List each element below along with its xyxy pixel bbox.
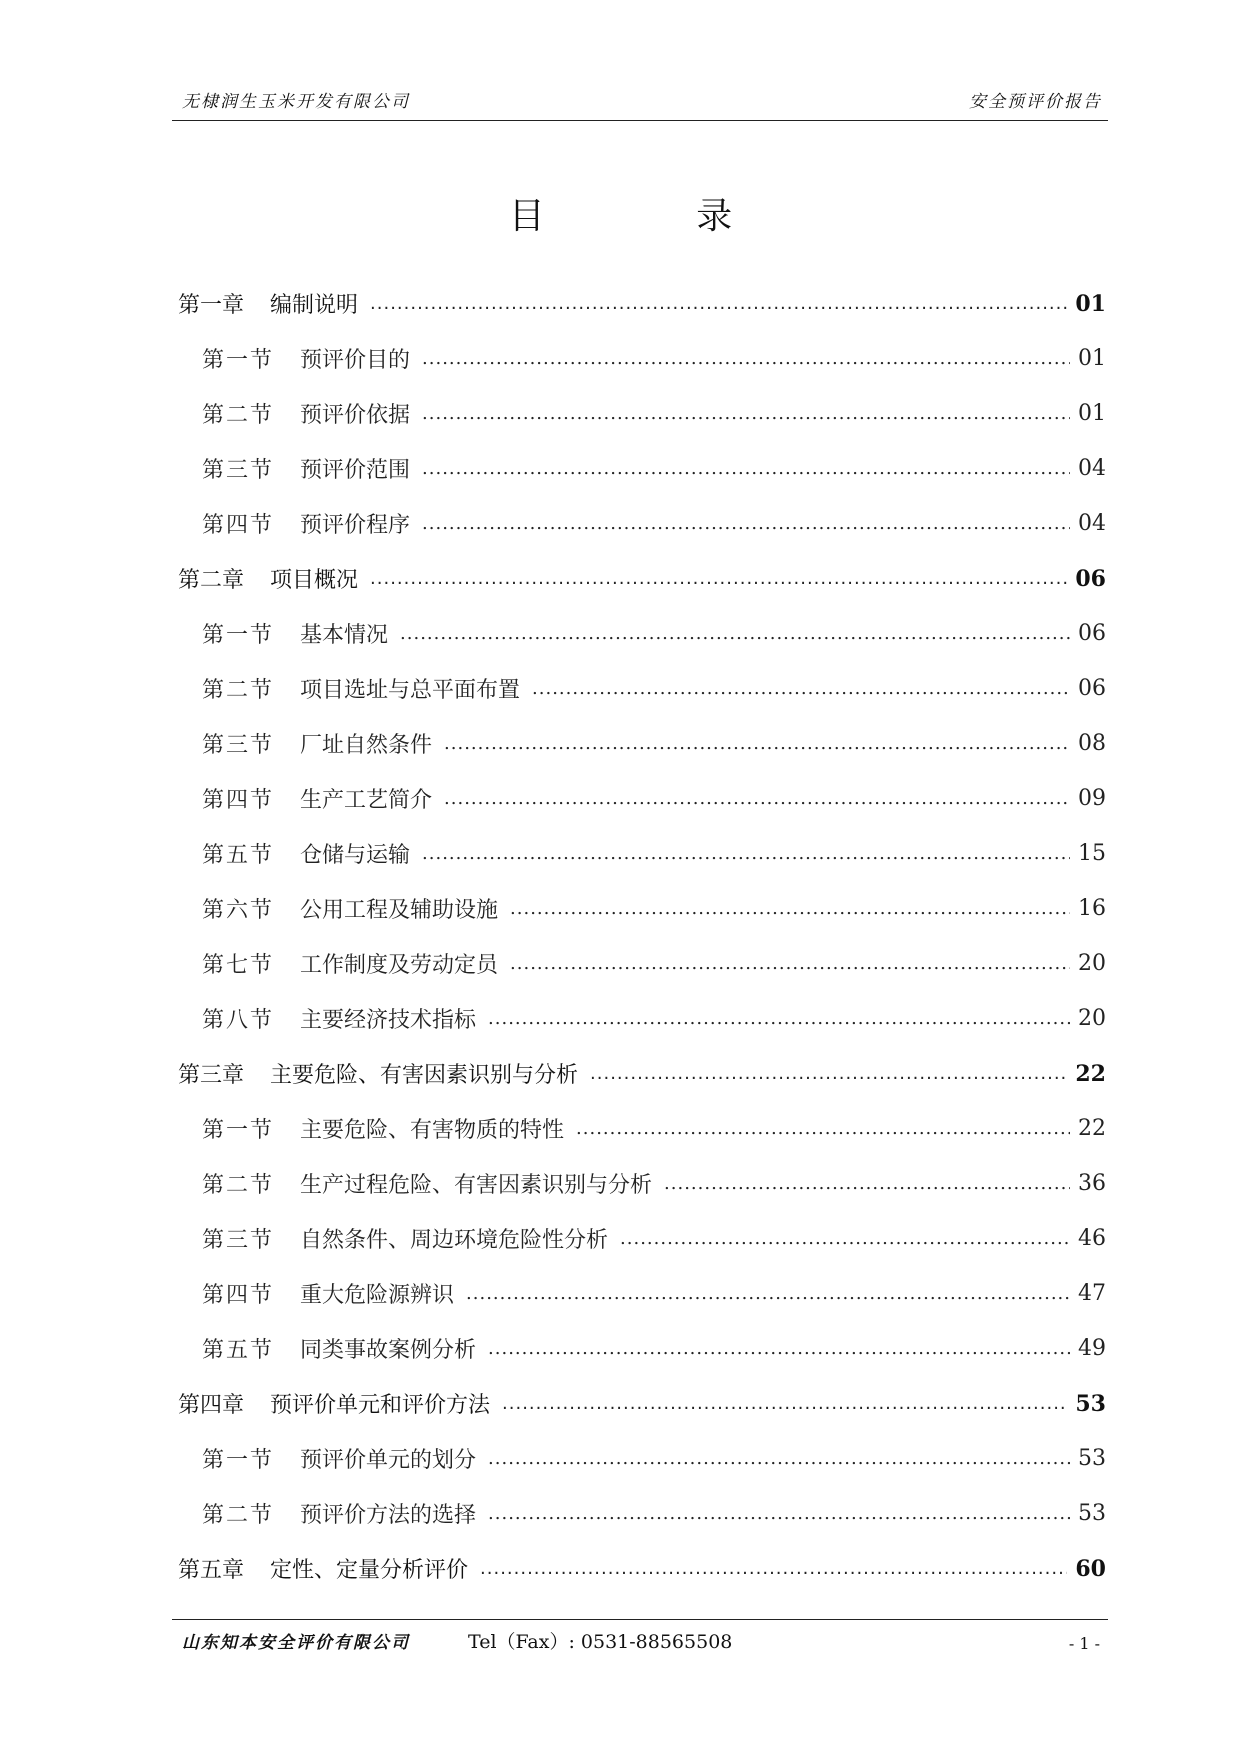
- toc-entry-label: 同类事故案例分析: [300, 1338, 477, 1363]
- toc-entry-number: 第三节: [202, 458, 275, 483]
- toc-entry-label: 预评价单元和评价方法: [270, 1393, 491, 1418]
- toc-entry-label: 定性、定量分析评价: [270, 1558, 469, 1583]
- toc-entry-number: 第二节: [202, 403, 275, 428]
- toc-entry-page: 47: [1078, 1281, 1106, 1306]
- toc-entry-page: 06: [1078, 621, 1106, 646]
- toc-entry-page: 22: [1075, 1060, 1106, 1087]
- toc-entry-label: 预评价单元的划分: [300, 1448, 477, 1473]
- toc-entry-page: 04: [1078, 511, 1106, 536]
- toc-dot-leader: [444, 733, 1070, 754]
- toc-entry-page: 08: [1078, 731, 1106, 756]
- toc-entry-page: 46: [1078, 1226, 1106, 1251]
- toc-dot-leader: [480, 1558, 1067, 1579]
- toc-section-entry[interactable]: [178, 1211, 1106, 1266]
- toc-entry-number: 第四节: [202, 788, 275, 813]
- toc-entry-number: 第三章: [178, 1063, 245, 1088]
- toc-dot-leader: [400, 623, 1070, 644]
- toc-entry-page: 01: [1075, 290, 1106, 317]
- toc-entry-label: 项目选址与总平面布置: [300, 678, 521, 703]
- footer-company: 山东知本安全评价有限公司: [182, 1633, 410, 1653]
- toc-entry-number: 第五章: [178, 1558, 245, 1583]
- toc-entry-label: 项目概况: [270, 568, 359, 593]
- toc-dot-leader: [370, 293, 1067, 314]
- page-title: 目 录: [508, 196, 803, 237]
- toc-entry-page: 01: [1078, 401, 1106, 426]
- toc-entry-page: 36: [1078, 1171, 1106, 1196]
- toc-entry-page: 20: [1078, 951, 1106, 976]
- toc-entry-number: 第二节: [202, 1173, 275, 1198]
- toc-entry-page: 16: [1078, 896, 1106, 921]
- toc-entry-label: 预评价目的: [300, 348, 411, 373]
- toc-entry-label: 仓储与运输: [300, 843, 411, 868]
- toc-entry-number: 第四章: [178, 1393, 245, 1418]
- toc-entry-page: 06: [1078, 676, 1106, 701]
- toc-dot-leader: [488, 1008, 1070, 1029]
- toc-entry-label: 预评价依据: [300, 403, 411, 428]
- header-report-title: 安全预评价报告: [969, 92, 1102, 112]
- toc-entry-number: 第四节: [202, 513, 275, 538]
- toc-dot-leader: [422, 513, 1070, 534]
- toc-entry-number: 第三节: [202, 1228, 275, 1253]
- toc-dot-leader: [444, 788, 1070, 809]
- toc-entry-page: 53: [1078, 1501, 1106, 1526]
- toc-entry-number: 第一节: [202, 1448, 275, 1473]
- toc-dot-leader: [664, 1173, 1070, 1194]
- toc-dot-leader: [422, 348, 1070, 369]
- toc-entry-page: 53: [1075, 1390, 1106, 1417]
- toc-section-entry[interactable]: [178, 1321, 1106, 1376]
- toc-entry-page: 04: [1078, 456, 1106, 481]
- toc-section-entry[interactable]: [178, 1486, 1106, 1541]
- toc-chapter-entry[interactable]: [178, 1376, 1106, 1431]
- toc-entry-page: 20: [1078, 1006, 1106, 1031]
- toc-entry-number: 第三节: [202, 733, 275, 758]
- toc-section-entry[interactable]: [178, 386, 1106, 441]
- toc-dot-leader: [466, 1283, 1070, 1304]
- toc-section-entry[interactable]: [178, 936, 1106, 991]
- toc-section-entry[interactable]: [178, 991, 1106, 1046]
- toc-entry-number: 第四节: [202, 1283, 275, 1308]
- toc-entry-page: 22: [1078, 1116, 1106, 1141]
- toc-dot-leader: [502, 1393, 1067, 1414]
- header-company: 无棣润生玉米开发有限公司: [182, 92, 410, 112]
- toc-entry-number: 第五节: [202, 1338, 275, 1363]
- toc-entry-label: 生产工艺简介: [300, 788, 433, 813]
- toc-entry-page: 60: [1075, 1555, 1106, 1582]
- toc-entry-label: 工作制度及劳动定员: [300, 953, 499, 978]
- toc-dot-leader: [370, 568, 1067, 589]
- toc-chapter-entry[interactable]: [178, 1541, 1106, 1596]
- toc-entry-page: 15: [1078, 841, 1106, 866]
- toc-entry-number: 第二节: [202, 678, 275, 703]
- toc-entry-page: 09: [1078, 786, 1106, 811]
- toc-section-entry[interactable]: [178, 716, 1106, 771]
- toc-dot-leader: [510, 953, 1070, 974]
- page-footer: [172, 1619, 1108, 1653]
- toc-dot-leader: [422, 403, 1070, 424]
- toc-section-entry[interactable]: [178, 771, 1106, 826]
- toc-entry-number: 第一节: [202, 348, 275, 373]
- toc-entry-number: 第一节: [202, 1118, 275, 1143]
- toc-dot-leader: [532, 678, 1070, 699]
- toc-entry-number: 第七节: [202, 953, 275, 978]
- toc-entry-label: 公用工程及辅助设施: [300, 898, 499, 923]
- toc-chapter-entry[interactable]: [178, 551, 1106, 606]
- toc-section-entry[interactable]: [178, 331, 1106, 386]
- toc-entry-number: 第二章: [178, 568, 245, 593]
- toc-entry-label: 厂址自然条件: [300, 733, 433, 758]
- toc-dot-leader: [422, 843, 1070, 864]
- toc-entry-page: 49: [1078, 1336, 1106, 1361]
- toc-entry-label: 预评价程序: [300, 513, 411, 538]
- toc-entry-label: 生产过程危险、有害因素识别与分析: [300, 1173, 653, 1198]
- toc-section-entry[interactable]: [178, 606, 1106, 661]
- toc-section-entry[interactable]: [178, 1431, 1106, 1486]
- toc-entry-number: 第二节: [202, 1503, 275, 1528]
- toc-entry-number: 第一节: [202, 623, 275, 648]
- toc-entry-label: 主要危险、有害因素识别与分析: [270, 1063, 579, 1088]
- toc-section-entry[interactable]: [178, 881, 1106, 936]
- toc-section-entry[interactable]: [178, 1156, 1106, 1211]
- toc-section-entry[interactable]: [178, 826, 1106, 881]
- table-of-contents: [178, 276, 1106, 1596]
- toc-dot-leader: [422, 458, 1070, 479]
- toc-entry-label: 基本情况: [300, 623, 389, 648]
- toc-dot-leader: [620, 1228, 1070, 1249]
- toc-dot-leader: [488, 1448, 1070, 1469]
- toc-dot-leader: [510, 898, 1070, 919]
- toc-entry-label: 重大危险源辨识: [300, 1283, 455, 1308]
- toc-entry-label: 主要危险、有害物质的特性: [300, 1118, 565, 1143]
- toc-entry-page: 53: [1078, 1446, 1106, 1471]
- page-number: - 1 -: [1068, 1634, 1100, 1653]
- toc-entry-number: 第五节: [202, 843, 275, 868]
- toc-chapter-entry[interactable]: [178, 1046, 1106, 1101]
- toc-entry-number: 第八节: [202, 1008, 275, 1033]
- toc-entry-label: 主要经济技术指标: [300, 1008, 477, 1033]
- toc-section-entry[interactable]: [178, 1101, 1106, 1156]
- toc-section-entry[interactable]: [178, 496, 1106, 551]
- toc-section-entry[interactable]: [178, 661, 1106, 716]
- toc-dot-leader: [488, 1503, 1070, 1524]
- toc-entry-label: 编制说明: [270, 293, 359, 318]
- toc-entry-label: 自然条件、周边环境危险性分析: [300, 1228, 609, 1253]
- toc-section-entry[interactable]: [178, 441, 1106, 496]
- toc-dot-leader: [576, 1118, 1070, 1139]
- footer-tel: Tel（Fax）: 0531-88565508: [468, 1631, 733, 1653]
- toc-dot-leader: [590, 1063, 1067, 1084]
- toc-entry-number: 第六节: [202, 898, 275, 923]
- toc-entry-page: 01: [1078, 346, 1106, 371]
- toc-section-entry[interactable]: [178, 1266, 1106, 1321]
- page-header: [172, 84, 1108, 121]
- toc-dot-leader: [488, 1338, 1070, 1359]
- toc-entry-number: 第一章: [178, 293, 245, 318]
- toc-entry-page: 06: [1075, 565, 1106, 592]
- toc-entry-label: 预评价范围: [300, 458, 411, 483]
- toc-chapter-entry[interactable]: [178, 276, 1106, 331]
- toc-entry-label: 预评价方法的选择: [300, 1503, 477, 1528]
